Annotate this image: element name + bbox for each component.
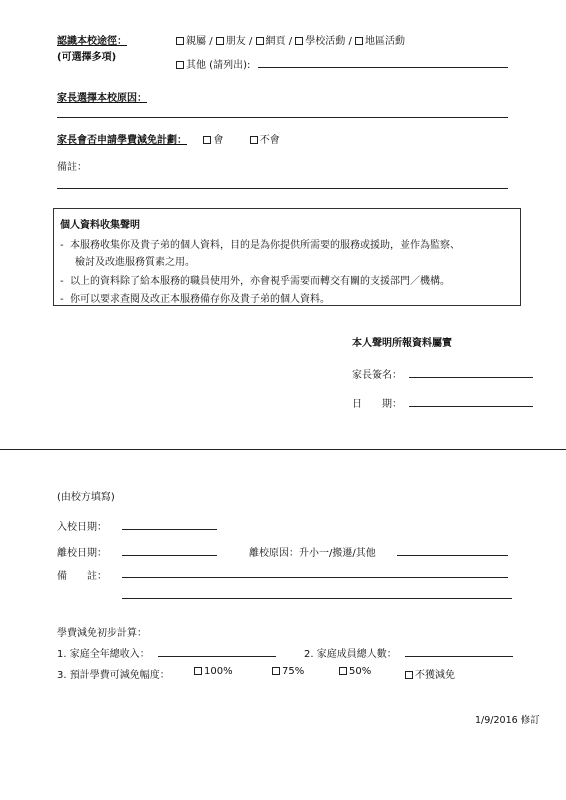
subsidy-yes-label: 會 bbox=[213, 135, 224, 146]
date-input-line[interactable] bbox=[409, 406, 533, 407]
leaving-reason-input-line[interactable] bbox=[397, 555, 508, 556]
school-remarks-label: 備 註： bbox=[57, 571, 107, 582]
rate-option-label: 100% bbox=[204, 666, 233, 677]
remarks-label: 備註： bbox=[57, 162, 87, 173]
referral-sub-label: (可選擇多項) bbox=[57, 52, 117, 63]
checkbox-relatives[interactable] bbox=[176, 37, 184, 45]
admission-date-label: 入校日期： bbox=[57, 522, 107, 533]
option-district-event: 地區活動 bbox=[365, 36, 405, 47]
option-other-label: 其他 (請列出): bbox=[186, 60, 251, 71]
checkbox-other[interactable] bbox=[176, 61, 184, 69]
privacy-item-text: 你可以要求查閱及改正本服務備存你及貴子弟的個人資料。 bbox=[69, 294, 330, 305]
income-label: 1. 家庭全年總收入： bbox=[57, 649, 150, 660]
leaving-date-input-line[interactable] bbox=[122, 555, 217, 556]
declaration-statement: 本人聲明所報資料屬實 bbox=[352, 338, 452, 349]
revision-note: 1/9/2016 修訂 bbox=[475, 715, 540, 726]
privacy-item-1-cont: 檢討及改進服務質素之用。 bbox=[75, 257, 195, 268]
leaving-date-label: 離校日期： bbox=[57, 548, 107, 559]
rate-option-50 bbox=[339, 666, 371, 677]
other-input-line[interactable] bbox=[258, 67, 508, 68]
school-remarks-input-line-1[interactable] bbox=[122, 577, 508, 578]
reason-input-line[interactable] bbox=[57, 117, 508, 118]
subsidy-no-label: 不會 bbox=[259, 135, 280, 146]
bullet: - bbox=[60, 240, 64, 251]
privacy-item-text: 以上的資料除了給本服務的職員使用外，亦會視乎需要而轉交有關的支援部門／機構。 bbox=[69, 276, 450, 287]
bullet: - bbox=[60, 294, 64, 305]
separator: / bbox=[288, 36, 293, 47]
option-website: 網頁 bbox=[265, 36, 286, 47]
rate-option-75 bbox=[272, 666, 304, 677]
rate-option-none bbox=[405, 666, 455, 681]
signature-label: 家長簽名： bbox=[352, 370, 402, 381]
rate-option-100 bbox=[194, 666, 233, 677]
school-section-title: (由校方填寫) bbox=[57, 492, 115, 503]
signature-input-line[interactable] bbox=[409, 377, 533, 378]
option-friends: 朋友 bbox=[225, 36, 246, 47]
referral-other bbox=[176, 56, 250, 71]
members-input-line[interactable] bbox=[405, 656, 513, 657]
checkbox-subsidy-yes[interactable] bbox=[203, 136, 211, 144]
checkbox-rate-50[interactable] bbox=[339, 667, 347, 675]
leaving-reason-label: 離校原因：升小一/搬遷/其他 bbox=[249, 548, 376, 559]
checkbox-school-event[interactable] bbox=[295, 37, 303, 45]
subsidy-row bbox=[57, 131, 280, 146]
checkbox-rate-75[interactable] bbox=[272, 667, 280, 675]
checkbox-subsidy-no[interactable] bbox=[250, 136, 258, 144]
school-remarks-input-line-2[interactable] bbox=[122, 598, 512, 599]
referral-options bbox=[176, 32, 405, 47]
privacy-item-3 bbox=[60, 290, 330, 305]
section-divider bbox=[0, 449, 566, 450]
admission-date-input-line[interactable] bbox=[122, 529, 217, 530]
subsidy-label: 家長會否申請學費減免計劃： bbox=[57, 135, 187, 146]
reason-label: 家長選擇本校原因： bbox=[57, 93, 147, 104]
rate-label: 3. 預計學費可減免幅度： bbox=[57, 670, 170, 681]
separator: / bbox=[248, 36, 253, 47]
bullet: - bbox=[60, 276, 64, 287]
privacy-title: 個人資料收集聲明 bbox=[60, 220, 140, 231]
remarks-input-line[interactable] bbox=[57, 188, 508, 189]
privacy-notice-box bbox=[53, 208, 521, 306]
rate-option-label: 75% bbox=[282, 666, 305, 677]
privacy-item-text: 本服務收集你及貴子弟的個人資料，目的是為你提供所需要的服務或援助，並作為監察、 bbox=[69, 240, 460, 251]
checkbox-friends[interactable] bbox=[216, 37, 224, 45]
calc-title: 學費減免初步計算： bbox=[57, 628, 147, 639]
checkbox-rate-100[interactable] bbox=[194, 667, 202, 675]
checkbox-website[interactable] bbox=[256, 37, 264, 45]
checkbox-district-event[interactable] bbox=[355, 37, 363, 45]
separator: / bbox=[209, 36, 213, 47]
rate-option-label: 不獲減免 bbox=[415, 670, 455, 681]
checkbox-rate-none[interactable] bbox=[405, 671, 413, 679]
separator: / bbox=[348, 36, 352, 47]
members-label: 2. 家庭成員總人數： bbox=[304, 649, 397, 660]
date-label: 日 期： bbox=[352, 399, 402, 410]
income-input-line[interactable] bbox=[158, 656, 276, 657]
option-school-event: 學校活動 bbox=[305, 36, 346, 47]
privacy-item-1 bbox=[60, 236, 460, 251]
referral-label: 認識本校途徑： bbox=[57, 36, 127, 47]
privacy-item-2 bbox=[60, 272, 450, 287]
option-relatives: 親屬 bbox=[186, 36, 206, 47]
rate-option-label: 50% bbox=[349, 666, 372, 677]
